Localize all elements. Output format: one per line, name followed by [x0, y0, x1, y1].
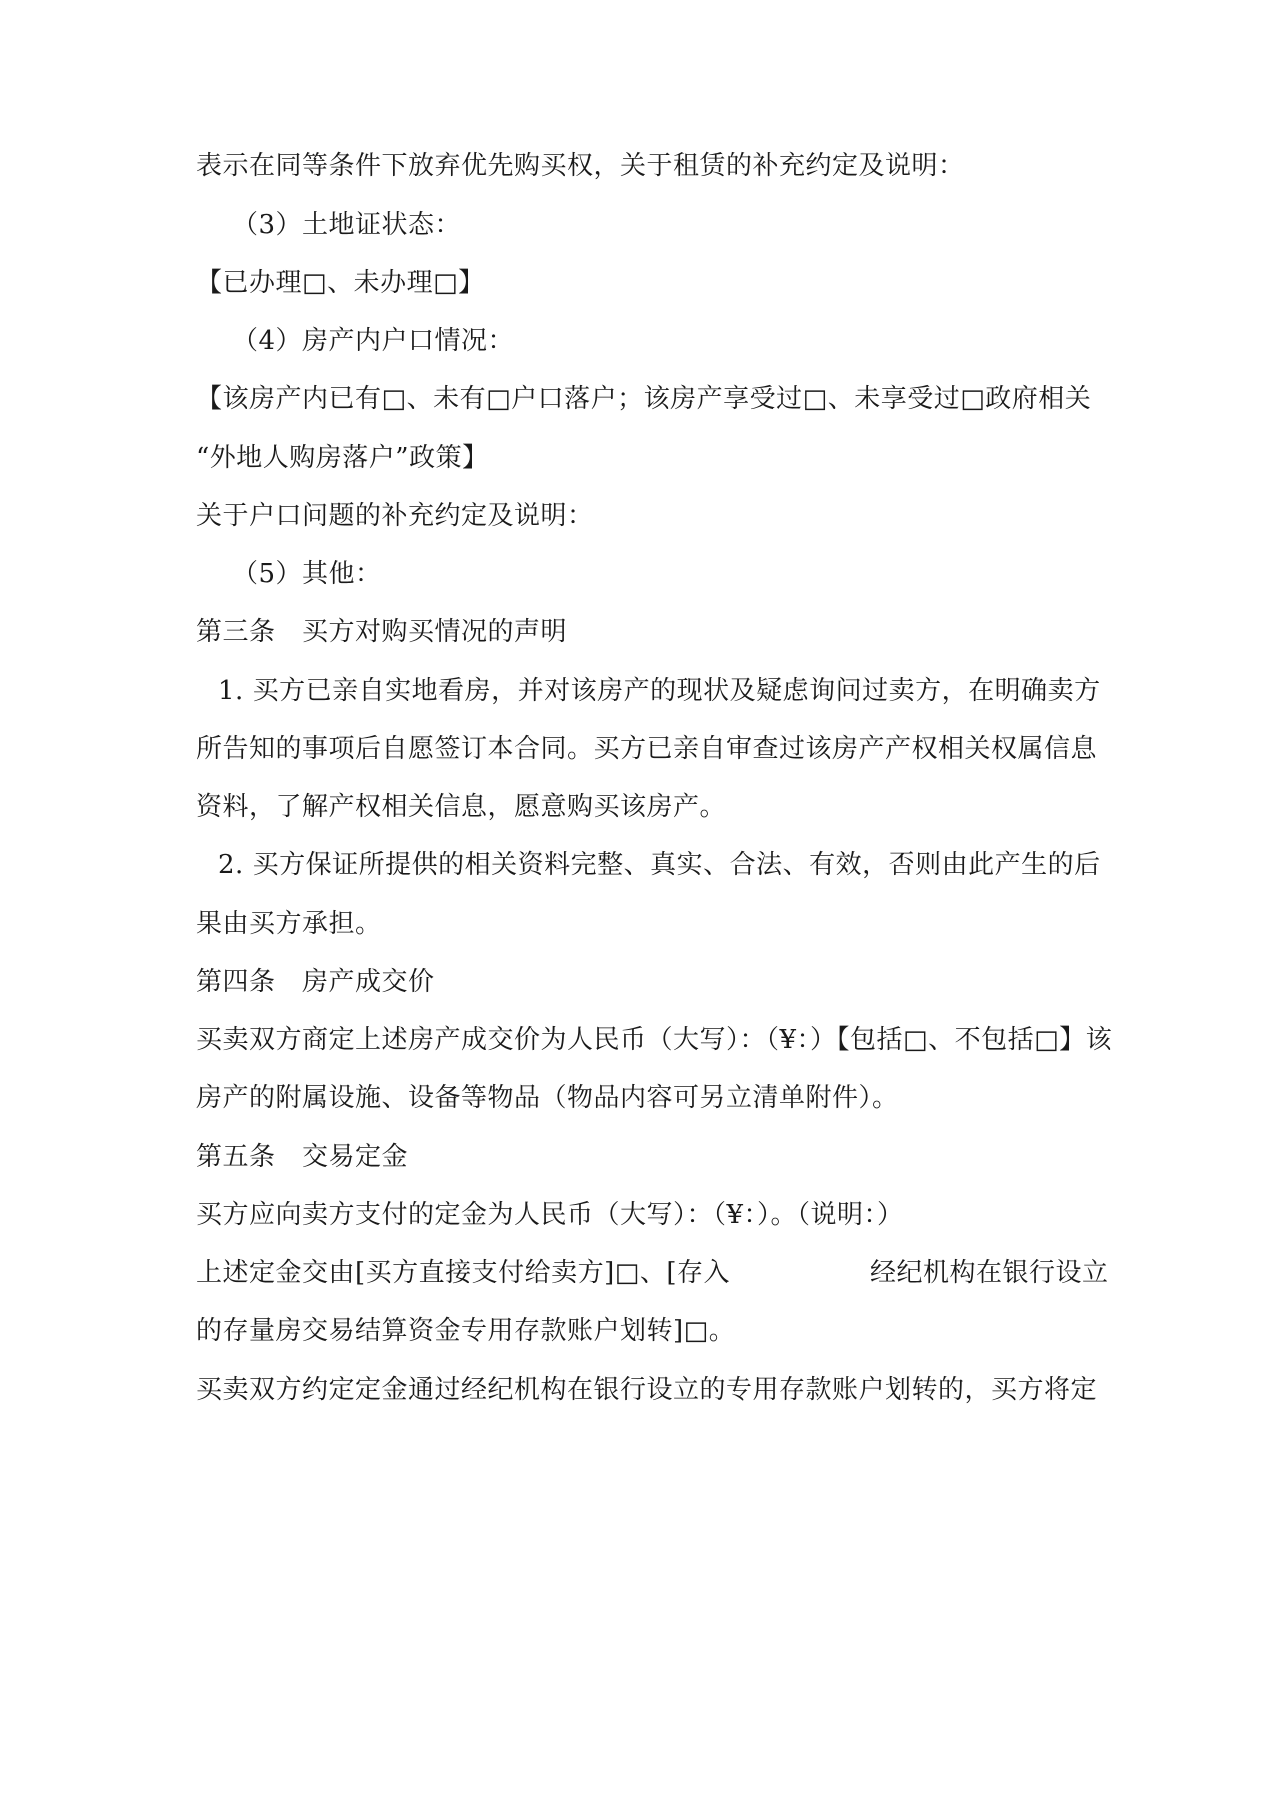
- paragraph-line: 2. 买方保证所提供的相关资料完整、真实、合法、有效，否则由此产生的后: [218, 850, 1101, 880]
- paragraph-line: 表示在同等条件下放弃优先购买权，关于租赁的补充约定及说明：: [196, 151, 965, 181]
- paragraph-line: 买卖双方约定定金通过经纪机构在银行设立的专用存款账户划转的，买方将定: [196, 1375, 1098, 1405]
- paragraph-line: 【该房产内已有□、未有□户口落户；该房产享受过□、未享受过□政府相关: [196, 384, 1092, 414]
- paragraph-line: 的存量房交易结算资金专用存款账户划转]□。: [196, 1316, 736, 1346]
- paragraph-line: 1. 买方已亲自实地看房，并对该房产的现状及疑虑询问过卖方，在明确卖方: [218, 676, 1101, 706]
- paragraph-line: 房产的附属设施、设备等物品（物品内容可另立清单附件）。: [196, 1083, 899, 1113]
- clause-5-other: （5）其他：: [232, 559, 382, 589]
- deposit-line-start: 上述定金交由[买方直接支付给卖方]□、[存入: [196, 1258, 730, 1288]
- article-4-heading: 第四条 房产成交价: [196, 967, 435, 997]
- clause-4-household-registration: （4）房产内户口情况：: [232, 326, 515, 356]
- checkbox-options-line: 【已办理□、未办理□】: [196, 268, 485, 298]
- paragraph-line: “外地人购房落户”政策】: [196, 443, 489, 473]
- clause-3-land-certificate: （3）土地证状态：: [232, 210, 462, 240]
- deposit-line-end: 经纪机构在银行设立: [870, 1258, 1109, 1288]
- paragraph-line: 资料，了解产权相关信息，愿意购买该房产。: [196, 792, 727, 822]
- article-3-heading: 第三条 买方对购买情况的声明: [196, 617, 568, 647]
- paragraph-line: 买卖双方商定上述房产成交价为人民币（大写）：（¥：）【包括□、不包括□】该: [196, 1025, 1113, 1055]
- paragraph-line: 关于户口问题的补充约定及说明：: [196, 501, 594, 531]
- paragraph-line: [196, 1255, 1109, 1291]
- article-5-heading: 第五条 交易定金: [196, 1142, 409, 1172]
- paragraph-line: 买方应向卖方支付的定金为人民币（大写）：（¥：）。（说明：）: [196, 1200, 904, 1230]
- paragraph-line: 所告知的事项后自愿签订本合同。买方已亲自审查过该房产产权相关权属信息: [196, 734, 1098, 764]
- paragraph-line: 果由买方承担。: [196, 909, 382, 939]
